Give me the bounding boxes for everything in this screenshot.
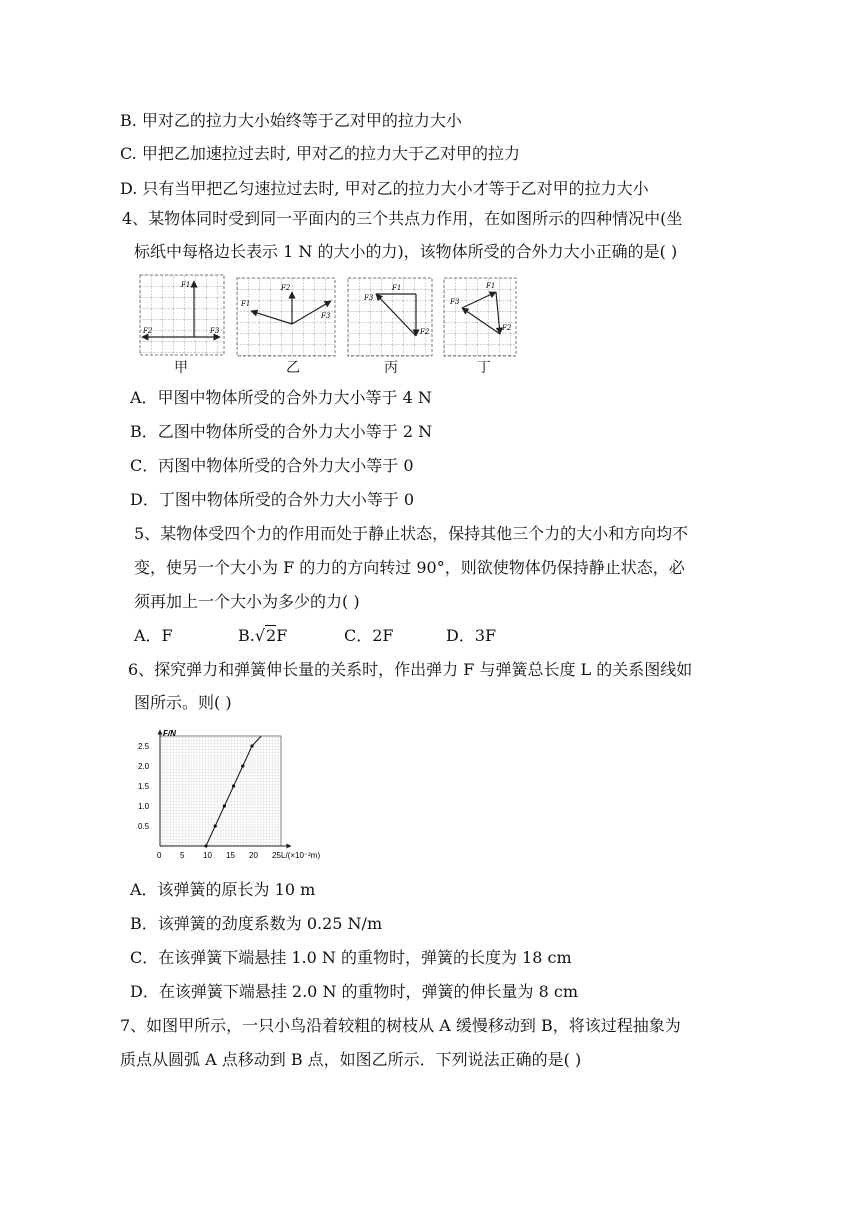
label-f3: F3: [321, 312, 331, 320]
q4-option-b: B．乙图中物体所受的合外力大小等于 2 N: [130, 422, 433, 441]
q4-option-c: C．丙图中物体所受的合外力大小等于 0: [130, 456, 414, 475]
y-tick-label: 1.0: [138, 802, 150, 811]
force-figure-ding: [444, 278, 516, 356]
q5-option-d: D．3F: [446, 626, 497, 645]
x-tick-label: 20: [249, 851, 258, 860]
q6-option-a: A．该弹簧的原长为 10 m: [130, 880, 316, 899]
data-point: [223, 804, 226, 807]
force-figure-bing: [348, 278, 432, 356]
q5-option-c: C．2F: [344, 626, 394, 645]
y-tick-label: 1.5: [138, 782, 150, 791]
x-tick-label: 0: [157, 851, 162, 860]
data-point: [204, 844, 207, 847]
caption-bing: 丙: [384, 360, 398, 376]
q5-stem-line2: 变，使另一个大小为 F 的力的方向转过 90°，则欲使物体仍保持静止状态，必: [134, 558, 685, 577]
x-tick-label: 10: [203, 851, 212, 860]
q6-stem-line2: 图所示。则( ): [134, 693, 232, 712]
y-tick-label: 2.0: [138, 762, 150, 771]
q4-option-a: A．甲图中物体所受的合外力大小等于 4 N: [130, 388, 432, 407]
x-tick-label: 15: [226, 851, 235, 860]
label-f1: F1: [486, 282, 496, 290]
x-tick-label: 5: [180, 851, 185, 860]
force-figure-yi: [237, 278, 335, 356]
q5-stem-line1: 5、某物体受四个力的作用而处于静止状态，保持其他三个力的大小和方向均不: [134, 524, 689, 543]
y-axis-label: F/N: [163, 729, 176, 738]
q5-option-a: A．F: [134, 626, 173, 645]
y-tick-label: 0.5: [138, 822, 150, 831]
q5-option-b-prefix: B.: [238, 626, 255, 645]
q6-option-c: C．在该弹簧下端悬挂 1.0 N 的重物时，弹簧的长度为 18 cm: [130, 948, 572, 967]
q5-option-b-suffix: F: [276, 626, 288, 645]
q6-stem-line1: 6、探究弹力和弹簧伸长量的关系时，作出弹力 F 与弹簧总长度 L 的关系图线如: [128, 660, 693, 679]
data-point: [250, 744, 253, 747]
data-point: [232, 784, 235, 787]
caption-jia: 甲: [174, 360, 188, 376]
y-tick-label: 2.5: [138, 742, 150, 751]
force-figure-jia: [140, 275, 224, 355]
label-f2: F2: [143, 327, 153, 335]
data-point: [214, 824, 217, 827]
label-f2: F2: [281, 284, 291, 292]
label-f2: F2: [420, 328, 430, 336]
data-point: [241, 764, 244, 767]
x-axis-label: L/(×10⁻²m): [281, 851, 321, 860]
label-f1: F1: [241, 300, 251, 308]
chart-grid: [160, 736, 281, 846]
sqrt-sign: √: [254, 626, 266, 645]
q4-option-d: D．丁图中物体所受的合外力大小等于 0: [130, 490, 415, 509]
label-f1: F1: [392, 284, 402, 292]
caption-ding: 丁: [477, 360, 491, 376]
x-tick-label: 25: [272, 851, 281, 860]
q5-option-b: [238, 625, 287, 647]
q3-option-c: C. 甲把乙加速拉过去时, 甲对乙的拉力大于乙对甲的拉力: [120, 144, 521, 163]
spring-chart: [130, 726, 350, 866]
q3-option-d: D. 只有当甲把乙匀速拉过去时, 甲对乙的拉力大小才等于乙对甲的拉力大小: [120, 179, 649, 198]
q7-stem-line1: 7、如图甲所示，一只小鸟沿着较粗的树枝从 A 缓慢移动到 B，将该过程抽象为: [120, 1016, 681, 1035]
q4-stem-line2: 标纸中每格边长表示 1 N 的大小的力)，该物体所受的合外力大小正确的是( ): [134, 242, 678, 261]
q5-option-b-radicand: 2: [266, 626, 277, 645]
caption-yi: 乙: [286, 360, 300, 376]
q4-stem-line1: 4、某物体同时受到同一平面内的三个共点力作用，在如图所示的四种情况中(坐: [122, 209, 683, 228]
q7-stem-line2: 质点从圆弧 A 点移动到 B 点，如图乙所示．下列说法正确的是( ): [120, 1050, 582, 1069]
label-f3: F3: [450, 298, 460, 306]
label-f2: F2: [502, 324, 512, 332]
label-f3: F3: [210, 327, 220, 335]
q6-option-d: D．在该弹簧下端悬挂 2.0 N 的重物时，弹簧的伸长量为 8 cm: [130, 982, 579, 1001]
label-f1: F1: [181, 281, 191, 289]
q6-option-b: B．该弹簧的劲度系数为 0.25 N/m: [130, 914, 383, 933]
q3-option-b: B. 甲对乙的拉力大小始终等于乙对甲的拉力大小: [120, 111, 462, 130]
q5-stem-line3: 须再加上一个大小为多少的力( ): [134, 592, 360, 611]
label-f3: F3: [364, 294, 374, 302]
